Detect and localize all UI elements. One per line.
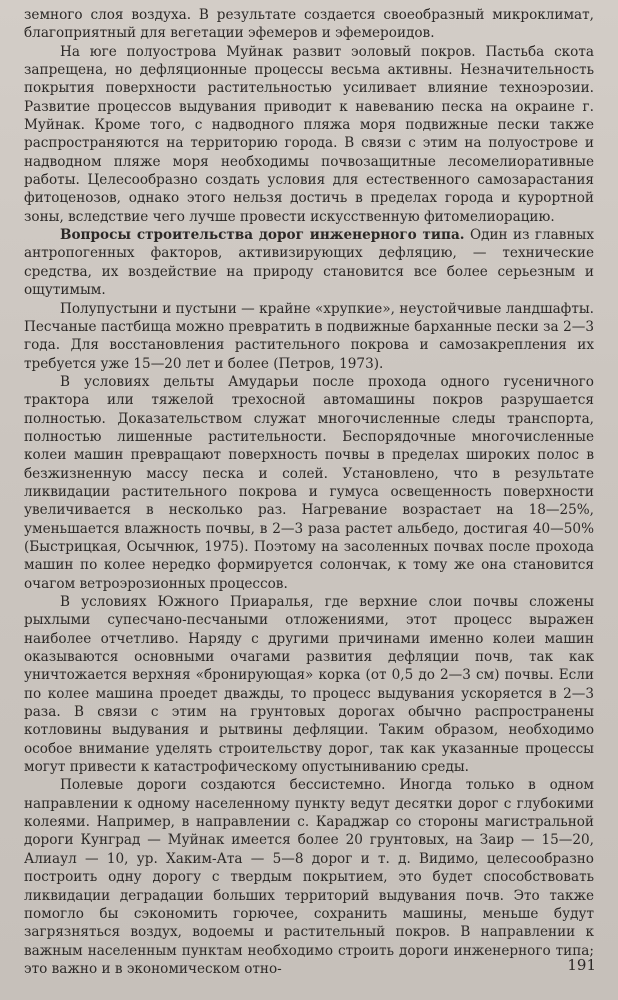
paragraph-1-text: земного слоя воздуха. В результате создается своеобразный микроклимат, благоприятный для вегетации эфемеров и эфемероидов. [24,7,594,42]
paragraph-7 [24,776,594,978]
paragraph-6-text: В условиях Южного Приаралья, где верхние слои почвы сложены рыхлыми супесчано-песчаными отложениями, этот процесс выражен наиболее отчетливо. Наряду с другими причинами именно колеи машин оказываются основными очагами развития дефляции почв, так как уничтожается верхняя «бронирующая» корка (от 0,5 до 2—3 см) почвы. Если по колее машина проедет дважды, то процесс выдувания ускоряется в 2—3 раза. В связи с этим на грунтовых дорогах обычно распространены котловины выдувания и рытвины дефляции. Таким образом, необходимо особое внимание уделять строительству дорог, так как указанные процессы могут привести к катастрофическому опустыниванию среды. [24,594,594,776]
paragraph-2 [24,43,594,226]
paragraph-6 [24,593,594,776]
paragraph-3 [24,226,594,299]
paragraph-7-text: Полевые дороги создаются бессистемно. Иногда только в одном направлении к одному населенному пункту ведут десятки дорог с глубокими колеями. Например, в направлении с. Караджар со стороны магистральной дороги Кунград — Муйнак имеется более 20 грунтовых, на Заир — 15—20, Алиаул — 10, ур. Хаким-Ата — 5—8 дорог и т. д. Видимо, целесообразно построить одну дорогу с твердым покрытием, это будет способствовать ликвидации деградации больших территорий выдувания почв. Это также помогло бы сэкономить горючее, сохранить машины, меньше будут загрязняться воздух, водоемы и растительный покров. В направлении к важным населенным пунктам необходимо строить дороги инженерного типа; это важно и в экономическом отно- [24,777,594,977]
paragraph-1 [24,6,594,43]
paragraph-5 [24,373,594,593]
paragraph-4 [24,300,594,373]
paragraph-5-text: В условиях дельты Амударьи после прохода одного гусеничного трактора или тяжелой трехосной автомашины покров разрушается полностью. Доказательством служат многочисленные следы транспорта, полностью лишенные растительности. Беспорядочные многочисленные колеи машин превращают поверхность почвы в пределах широких полос в безжизненную массу песка и солей. Установлено, что в результате ликвидации растительного покрова и гумуса освещенность поверхности увеличивается в несколько раз. Нагревание возрастает на 18—25%, уменьшается влажность почвы, в 2—3 раза растет альбедо, достигая 40—50% (Быстрицкая, Осычнюк, 1975). Поэтому на засоленных почвах после прохода машин по колее нередко формируется солончак, к тому же она становится очагом ветроэрозионных процессов. [24,373,594,592]
section-heading: Вопросы строительства дорог инженерного типа. [60,227,465,244]
paragraph-4-text: Полупустыни и пустыни — крайне «хрупкие», неустойчивые ландшафты. Песчаные пастбища можно превратить в подвижные барханные пески за 2—3 года. Для восстановления растительного покрова и самозакрепления их требуется уже 15—20 лет и более (Петров, 1973). [24,300,594,372]
page-number: 191 [567,956,596,974]
paragraph-3-text: Один из главных антропогенных факторов, активизирующих дефляцию, — технические средства, их воздействие на природу становится все более серьезным и ощутимым. [24,227,594,299]
paragraph-2-text: На юге полуострова Муйнак развит эоловый покров. Пастьба скота запрещена, но дефляционные процессы весьма активны. Незначительность покрытия поверхности растительностью усиливает влияние техноэрозии. Развитие процессов выдувания приводит к навеванию песка на окраине г. Муйнак. Кроме того, с надводного пляжа моря подвижные пески также распространяются на территорию города. В связи с этим на полуострове и надводном пляже моря необходимы почвозащитные лесомелиоративные работы. Целесообразно создать условия для естественного самозарастания фитоценозов, однако этого нельзя достичь в пределах города и курортной зоны, вследствие чего лучше провести искусственную фитомелиорацию. [24,43,594,225]
